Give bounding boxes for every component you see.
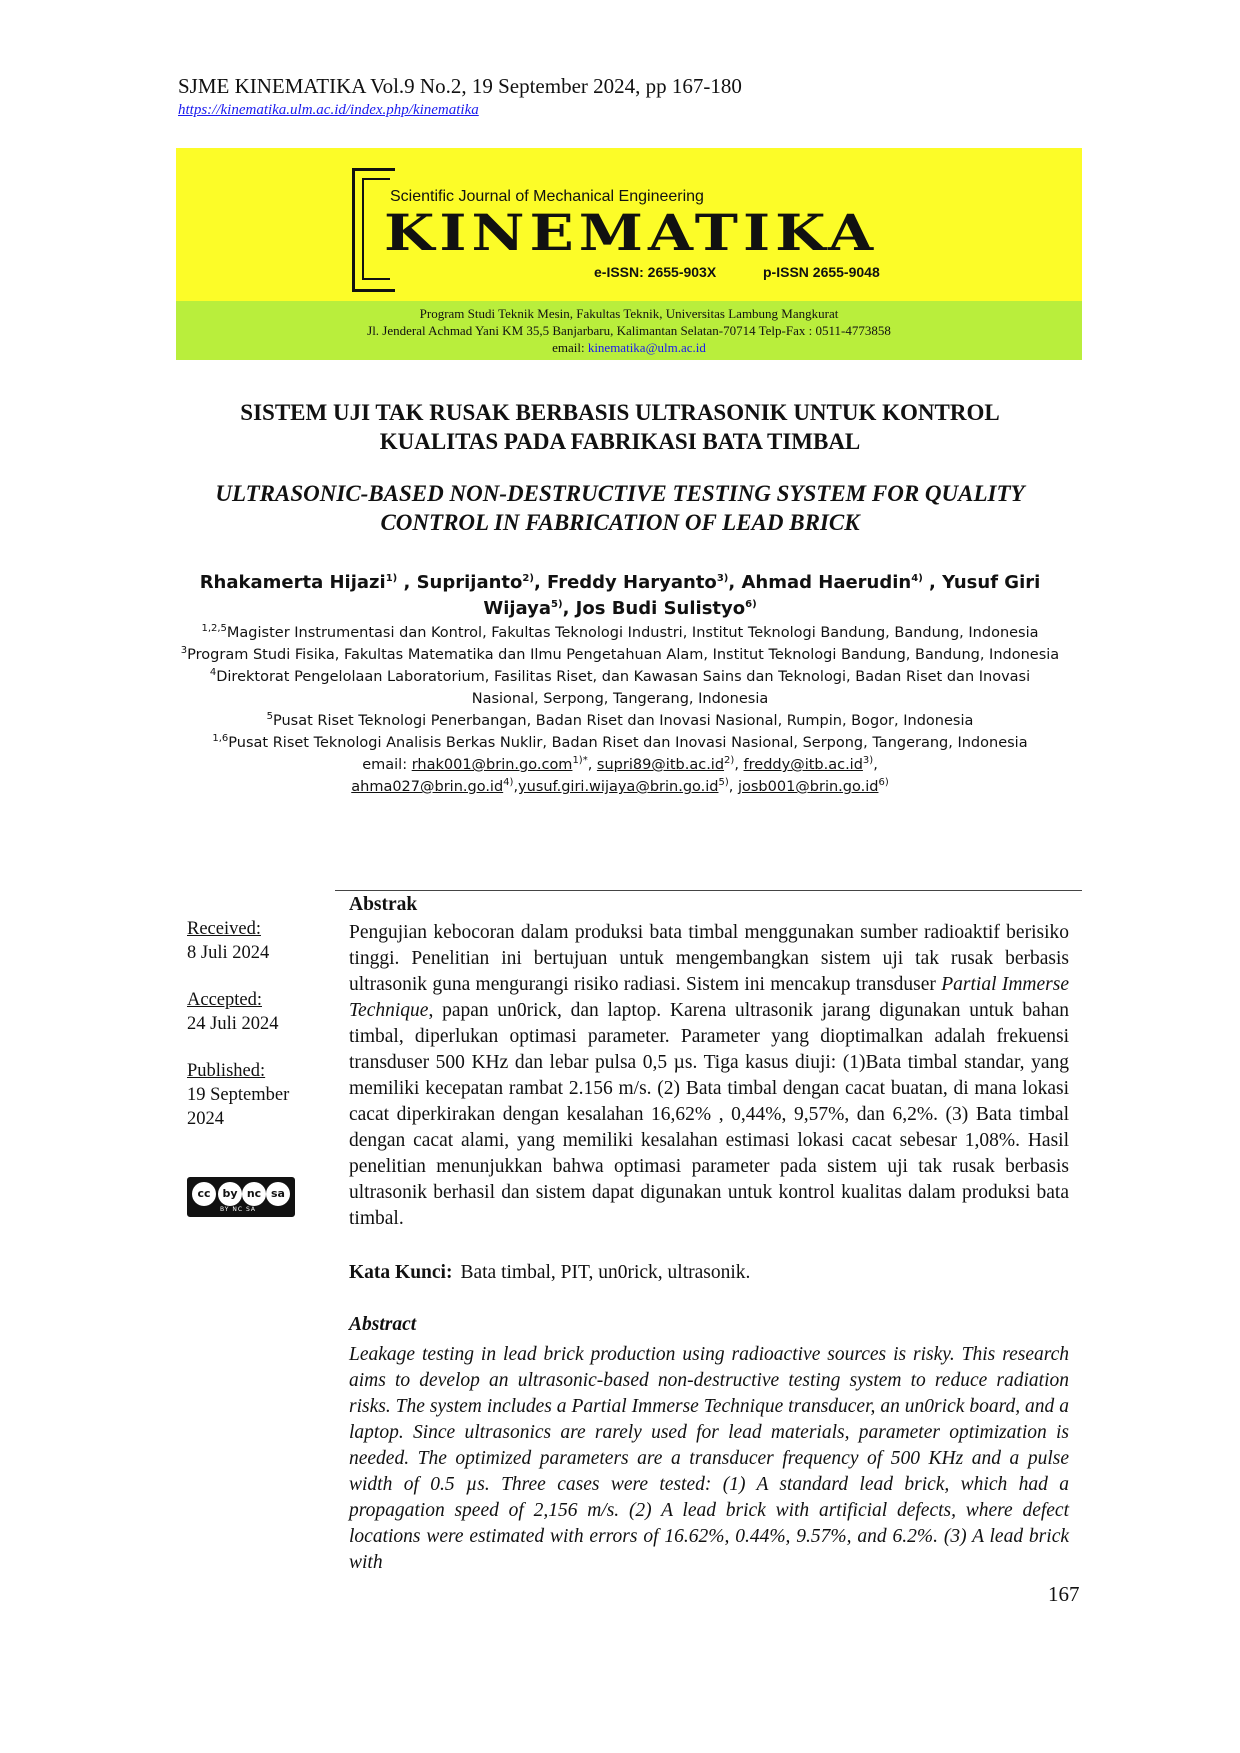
banner-address-line1: Program Studi Teknik Mesin, Fakultas Teknik, Universitas Lambung Mangkurat: [419, 306, 839, 321]
keywords-value: Bata timbal, PIT, un0rick, ultrasonik.: [460, 1262, 751, 1283]
affiliation: [175, 644, 1065, 666]
title-id-line1: SISTEM UJI TAK RUSAK BERBASIS ULTRASONIK UNTUK KONTROL: [240, 400, 1000, 425]
title-en-line1: ULTRASONIC-BASED NON-DESTRUCTIVE TESTING SYSTEM FOR QUALITY: [215, 481, 1025, 506]
journal-logo-name: KINEMATIKA: [384, 204, 879, 262]
banner-address-line2: Jl. Jenderal Achmad Yani KM 35,5 Banjarbaru, Kalimantan Selatan-70714 Telp-Fax : 0511-4773858: [367, 323, 891, 338]
by-icon: by: [218, 1182, 242, 1206]
title-en-line2: CONTROL IN FABRICATION OF LEAD BRICK: [380, 510, 860, 535]
affiliation-list: [175, 622, 1065, 798]
abstrak-text-part1: Pengujian kebocoran dalam produksi bata timbal menggunakan sumber radioaktif berisiko tinggi. Penelitian ini bertujuan untuk mengembangkan sistem uji tak rusak berbasis ultrasonik guna mengurangi risiko radiasi. Sistem ini mencakup transduser: [349, 922, 1069, 995]
author-name: Suprijanto: [416, 572, 523, 593]
email-line: [175, 754, 1065, 798]
author-name: Rhakamerta Hijazi: [199, 572, 386, 593]
author-separator: ,: [562, 598, 576, 619]
author-email-link[interactable]: ahma027@brin.go.id: [351, 779, 504, 795]
email-sup: 5): [718, 777, 729, 789]
affiliation-text: Pusat Riset Teknologi Analisis Berkas Nuklir, Badan Riset dan Inovasi Nasional, Serpong, Tangerang, Indonesia: [228, 735, 1028, 751]
journal-url-link[interactable]: https://kinematika.ulm.ac.id/index.php/kinematika: [178, 102, 479, 118]
email-sup: 4): [503, 777, 514, 789]
author-separator: ,: [397, 572, 417, 593]
author-email-link[interactable]: supri89@itb.ac.id: [596, 757, 725, 773]
author-name: Jos Budi Sulistyo: [575, 598, 746, 619]
email-sup: 3): [862, 755, 874, 767]
affiliation-sup: 1,2,5: [201, 623, 227, 635]
email-separator: ,: [728, 779, 738, 795]
author-name: Freddy Haryanto: [547, 572, 717, 593]
keywords-label: Kata Kunci:: [349, 1262, 453, 1283]
email-label: email:: [362, 757, 408, 773]
abstrak-text: [349, 920, 1069, 1232]
author-email-link[interactable]: rhak001@brin.go.com: [411, 757, 573, 773]
title-id-line2: KUALITAS PADA FABRIKASI BATA TIMBAL: [379, 429, 861, 454]
banner-subtitle: Scientific Journal of Mechanical Engineering: [390, 188, 704, 205]
author-separator: ,: [728, 572, 742, 593]
published-label: Published:: [187, 1061, 266, 1081]
email-sup: 6): [878, 777, 889, 789]
author-sup: 6): [745, 599, 757, 610]
affiliation-text: Direktorat Pengelolaan Laboratorium, Fasilitas Riset, dan Kawasan Sains dan Teknologi, Badan Riset dan Inovasi Nasional, Serpong, Tangerang, Indonesia: [216, 669, 1031, 707]
author-list: [160, 570, 1080, 622]
abstract-text: Leakage testing in lead brick production using radioactive sources is risky. This research aims to develop an ultrasonic-based non-destructive testing system to reduce radiation risks. The system includes a Partial Immerse Technique transducer, an un0rick board, and a laptop. Since ultrasonics are rarely used for lead materials, parameter optimization is needed. The optimized parameters are a transducer frequency of 500 KHz and a pulse width of 0.5 µs. Three cases were tested: (1) A standard lead brick, which had a propagation speed of 2,156 m/s. (2) A lead brick with artificial defects, where defect locations were estimated with errors of 16.62%, 0.44%, 9.57%, and 6.2%. (3) A lead brick with: [349, 1344, 1069, 1573]
author-sup: 5): [551, 599, 563, 610]
affiliation: [175, 622, 1065, 644]
email-separator: ,: [734, 757, 744, 773]
accepted-block: [187, 988, 317, 1036]
section-divider: [335, 890, 1082, 891]
affiliation-text: Pusat Riset Teknologi Penerbangan, Badan Riset dan Inovasi Nasional, Rumpin, Bogor, Indonesia: [273, 713, 974, 729]
nc-icon: nc: [242, 1182, 266, 1206]
banner-email-line: [176, 340, 1082, 356]
author-sup: 2): [522, 573, 534, 584]
author-sup: 3): [716, 573, 729, 584]
pissn: p-ISSN 2655-9048: [763, 264, 880, 280]
author-sup: 1): [385, 573, 398, 584]
email-separator: ,: [587, 757, 597, 773]
abstrak-heading: Abstrak: [349, 894, 418, 915]
cc-license-badge[interactable]: [187, 1177, 295, 1217]
email-sup: 1)*: [572, 755, 588, 767]
affiliation: [175, 666, 1065, 710]
running-head: SJME KINEMATIKA Vol.9 No.2, 19 September 2024, pp 167-180: [178, 74, 742, 98]
affiliation-sup: 5: [266, 711, 273, 723]
author-email-link[interactable]: freddy@itb.ac.id: [743, 757, 863, 773]
affiliation: [175, 710, 1065, 732]
title-english: [160, 479, 1080, 537]
author-sup: 4): [911, 573, 923, 584]
affiliation: [175, 732, 1065, 754]
accepted-label: Accepted:: [187, 990, 262, 1010]
affiliation-sup: 1,6: [212, 733, 229, 745]
received-date: 8 Juli 2024: [187, 943, 270, 963]
keywords-line: [349, 1262, 750, 1284]
affiliation-sup: 3: [180, 645, 188, 657]
author-separator: ,: [922, 572, 943, 593]
author-separator: ,: [533, 572, 548, 593]
published-block: [187, 1059, 317, 1131]
abstrak-text-italic: Partial Immerse Technique: [349, 974, 1069, 1021]
banner-email-label: email:: [552, 340, 585, 355]
published-date-line1: 19 September: [187, 1085, 290, 1105]
cc-icon: cc: [192, 1182, 216, 1206]
page-number: 167: [1048, 1582, 1080, 1606]
affiliation-sup: 4: [209, 667, 217, 679]
cc-license-labels: BY NC SA: [220, 1206, 256, 1213]
affiliation-text: Program Studi Fisika, Fakultas Matematika dan Ilmu Pengetahuan Alam, Institut Teknologi Bandung, Bandung, Indonesia: [187, 647, 1060, 663]
author-email-link[interactable]: yusuf.giri.wijaya@brin.go.id: [518, 779, 719, 795]
sa-icon: sa: [266, 1182, 290, 1206]
email-separator: ,: [873, 757, 878, 773]
abstrak-text-part2: , papan un0rick, dan laptop. Karena ultrasonik jarang digunakan untuk bahan timbal, diperlukan optimasi parameter. Parameter yang dioptimalkan adalah frekuensi transduser 500 KHz dan lebar pulsa 0,5 µs. Tiga kasus diuji: (1)Bata timbal standar, yang memiliki kecepatan rambat 2.156 m/s. (2) Bata timbal dengan cacat buatan, di mana lokasi cacat diperkirakan dengan kesalahan 16,62% , 0,44%, 9,57%, dan 6,2%. (3) Bata timbal dengan cacat alami, yang memiliki kesalahan estimasi lokasi cacat sebesar 1,08%. Hasil penelitian menunjukkan bahwa optimasi parameter pada sistem uji tak rusak berbasis ultrasonik berhasil dan sistem dapat digunakan untuk kontrol kualitas dalam produksi bata timbal.: [349, 1000, 1069, 1229]
received-label: Received:: [187, 919, 261, 939]
journal-banner: [176, 148, 1082, 360]
banner-email-link[interactable]: kinematika@ulm.ac.id: [587, 340, 706, 355]
author-email-link[interactable]: josb001@brin.go.id: [737, 779, 879, 795]
author-name: Ahmad Haerudin: [741, 572, 912, 593]
received-block: [187, 917, 317, 965]
email-separator: ,: [513, 779, 519, 795]
abstract-heading: Abstract: [349, 1314, 417, 1335]
published-date-line2: 2024: [187, 1109, 224, 1129]
affiliation-text: Magister Instrumentasi dan Kontrol, Fakultas Teknologi Industri, Institut Teknologi Bandung, Bandung, Indonesia: [226, 625, 1039, 641]
eissn: e-ISSN: 2655-903X: [594, 264, 717, 280]
author-name: Yusuf Giri Wijaya: [483, 572, 1041, 619]
accepted-date: 24 Juli 2024: [187, 1014, 279, 1034]
email-sup: 2): [724, 755, 735, 767]
title-indonesian: [160, 398, 1080, 456]
